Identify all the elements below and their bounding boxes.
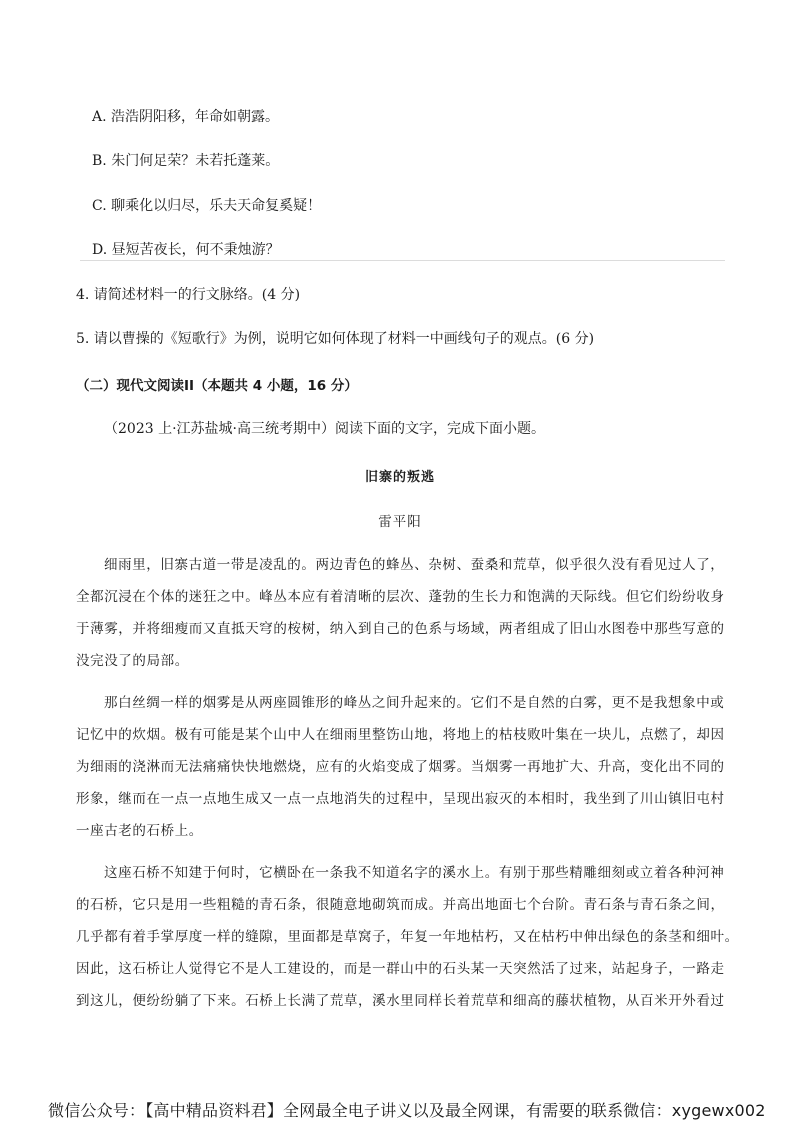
instruction: （2023 上·江苏盐城·高三统考期中）阅读下面的文字，完成下面小题。 — [104, 421, 545, 437]
paragraph-line: 记忆中的炊烟。极有可能是某个山中人在细雨里整饬山地，将地上的枯枝败叶集在一块儿，点燃了，却因 — [76, 727, 725, 743]
paragraph-line: 为细雨的浇淋而无法痛痛快快地燃烧，应有的火焰变成了烟雾。当烟雾一再地扩大、升高，变化出不同的 — [76, 759, 725, 775]
paragraph-line: 于薄雾，并将细瘦而又直抵天穹的桉树，纳入到自己的色系与场域，两者组成了旧山水图卷中那些写意的 — [76, 621, 725, 637]
paragraph-line: 一座古老的石桥上。 — [76, 823, 203, 839]
footer-watermark: 微信公众号：【高中精品资料君】全网最全电子讲义以及最全网课，有需要的联系微信：xygewx002 — [48, 1101, 766, 1120]
paragraph-line: 的石桥，它只是用一些粗糙的青石条，很随意地砌筑而成。并高出地面七个台阶。青石条与青石条之间， — [76, 897, 725, 913]
article-author: 雷平阳 — [378, 514, 422, 530]
option-text: 昼短苦夜长，何不秉烛游？ — [111, 242, 280, 258]
option-a — [92, 106, 279, 126]
option-letter: A. — [92, 109, 107, 125]
option-d — [92, 239, 280, 259]
option-c — [92, 195, 321, 215]
option-letter: C. — [92, 198, 107, 214]
article-title: 旧寨的叛逃 — [364, 470, 435, 485]
paragraph-line: 细雨里，旧寨古道一带是凌乱的。两边青色的蜂丛、杂树、蚕桑和荒草，似乎很久没有看见过人了， — [104, 557, 725, 573]
paragraph-line: 那白丝绸一样的烟雾是从两座圆锥形的峰丛之间升起来的。它们不是自然的白雾，更不是我想象中或 — [104, 695, 725, 711]
section-heading: （二）现代文阅读II（本题共 4 小题，16 分） — [76, 378, 358, 394]
option-letter: D. — [92, 242, 108, 258]
paragraph-line: 全都沉浸在个体的迷狂之中。峰丛本应有着清晰的层次、蓬勃的生长力和饱满的天际线。但它们纷纷收身 — [76, 589, 725, 605]
paragraph-line: 几乎都有着手掌厚度一样的缝隙，里面都是草窝子，年复一年地枯朽，又在枯朽中伸出绿色的条茎和细叶。 — [76, 929, 739, 945]
paragraph-line: 形象，继而在一点一点地生成又一点一点地消失的过程中，呈现出寂灭的本相时，我坐到了川山镇旧屯村 — [76, 791, 725, 807]
option-text: 聊乘化以归尽，乐夫天命复奚疑！ — [111, 198, 322, 214]
option-text: 朱门何足荣？未若托蓬莱。 — [111, 153, 280, 169]
paragraph-line: 这座石桥不知建于何时，它横卧在一条我不知道名字的溪水上。有别于那些精雕细刻或立着各种河神 — [104, 865, 725, 881]
question-5: 5. 请以曹操的《短歌行》为例，说明它如何体现了材料一中画线句子的观点。(6 分) — [76, 331, 595, 347]
option-b — [92, 150, 279, 170]
paragraph-line: 因此，这石桥让人觉得它不是人工建设的，而是一群山中的石头某一天突然活了过来，站起身子，一路走 — [76, 961, 725, 977]
paragraph-line: 没完没了的局部。 — [76, 653, 189, 669]
paragraph-line: 到这儿，便纷纷躺了下来。石桥上长满了荒草，溪水里同样长着荒草和细高的藤状植物，从百米开外看过 — [76, 993, 725, 1009]
question-4: 4. 请简述材料一的行文脉络。(4 分) — [76, 287, 301, 303]
option-text: 浩浩阴阳移，年命如朝露。 — [111, 109, 280, 125]
option-divider — [80, 260, 725, 261]
option-letter: B. — [92, 153, 107, 169]
